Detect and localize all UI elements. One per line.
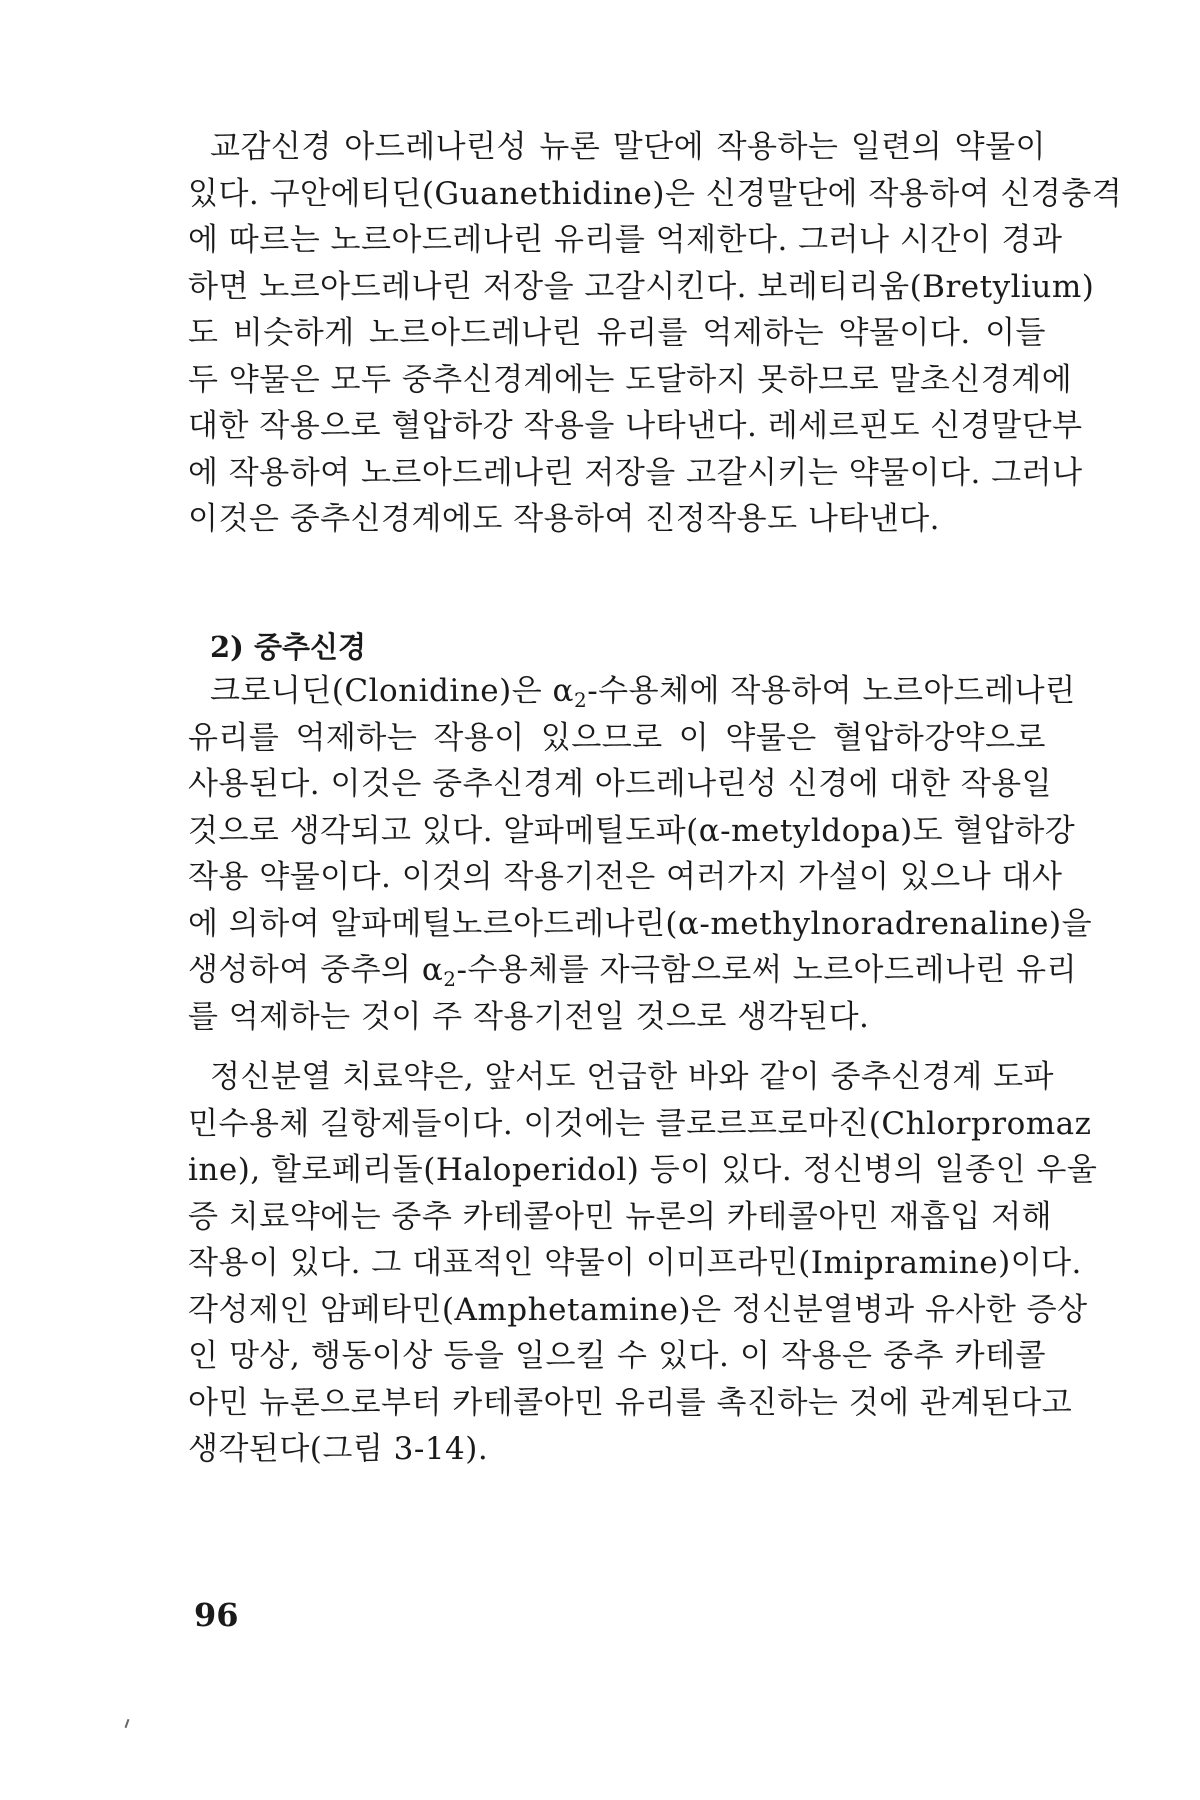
text-line: 대한 작용으로 혈압하강 작용을 나타낸다. 레세르핀도 신경말단부 (188, 408, 1083, 444)
text-line: 아민 뉴론으로부터 카테콜아민 유리를 촉진하는 것에 관계된다고 (188, 1384, 1073, 1421)
text-line: 생각된다(그림 3-14). (188, 1431, 489, 1467)
text-line: 작용이 있다. 그 대표적인 약물이 이미프라민(Imipramine)이다. (188, 1245, 1082, 1281)
text-line (188, 947, 1078, 994)
text-line: 교감신경 아드레나린성 뉴론 말단에 작용하는 일련의 약물이 (210, 129, 1046, 165)
section-heading: 2) 중추신경 (210, 630, 367, 664)
text-line: ine), 할로페리돌(Haloperidol) 등이 있다. 정신병의 일종인 우울 (188, 1152, 1098, 1188)
text-line: 정신분열 치료약은, 앞서도 언급한 바와 같이 중추신경계 도파 (210, 1059, 1054, 1095)
scan-mark (125, 1719, 130, 1728)
text-line: 사용된다. 이것은 중추신경계 아드레나린성 신경에 대한 작용일 (188, 766, 1053, 802)
text-line: 에 작용하여 노르아드레나린 저장을 고갈시키는 약물이다. 그러나 (188, 454, 1083, 491)
text-segment: -수용체를 자극함으로써 노르아드레나린 유리 (456, 952, 1078, 988)
subscript: 2 (443, 967, 457, 991)
text-line: 증 치료약에는 중추 카테콜아민 뉴론의 카테콜아민 재흡입 저해 (188, 1198, 1053, 1235)
text-segment: -수용체에 작용하여 노르아드레나린 (587, 673, 1076, 709)
text-line (188, 668, 1076, 715)
text-line: 인 망상, 행동이상 등을 일으킬 수 있다. 이 작용은 중추 카테콜 (188, 1338, 1046, 1374)
text-line: 있다. 구안에티딘(Guanethidine)은 신경말단에 작용하여 신경충격 (188, 175, 1123, 212)
text-line: 를 억제하는 것이 주 작용기전일 것으로 생각된다. (188, 998, 870, 1035)
subscript: 2 (573, 688, 588, 712)
paragraph-sympathetic-neuron-drugs (188, 124, 1123, 543)
text-line: 작용 약물이다. 이것의 작용기전은 여러가지 가설이 있으나 대사 (188, 859, 1063, 895)
text-line: 각성제인 암페타민(Amphetamine)은 정신분열병과 유사한 증상 (188, 1291, 1088, 1328)
text-line: 에 의하여 알파메틸노르아드레나린(α-methylnoradrenaline)을 (188, 905, 1093, 942)
text-line: 것으로 생각되고 있다. 알파메틸도파(α-metyldopa)도 혈압하강 (188, 812, 1076, 849)
page-number: 96 (194, 1596, 239, 1634)
text-line: 두 약물은 모두 중추신경계에는 도달하지 못하므로 말초신경계에 (188, 361, 1073, 398)
text-line: 유리를 억제하는 작용이 있으므로 이 약물은 혈압하강약으로 (188, 719, 1046, 756)
text-line: 민수용체 길항제들이다. 이것에는 클로르프로마진(Chlorpromaz (188, 1105, 1092, 1142)
text-segment: 생성하여 중추의 α (188, 952, 444, 988)
text-line: 도 비슷하게 노르아드레나린 유리를 억제하는 약물이다. 이들 (188, 315, 1046, 351)
text-line: 이것은 중추신경계에도 작용하여 진정작용도 나타낸다. (188, 501, 941, 537)
paragraph-central-nervous-drugs (188, 668, 1093, 1040)
text-line: 에 따르는 노르아드레나린 유리를 억제한다. 그러나 시간이 경과 (188, 222, 1063, 258)
text-line: 하면 노르아드레나린 저장을 고갈시킨다. 보레티리움(Bretylium) (188, 268, 1095, 305)
text-segment: 크로니딘(Clonidine)은 α (210, 673, 574, 709)
paragraph-antipsychotic-drugs (188, 1054, 1098, 1473)
